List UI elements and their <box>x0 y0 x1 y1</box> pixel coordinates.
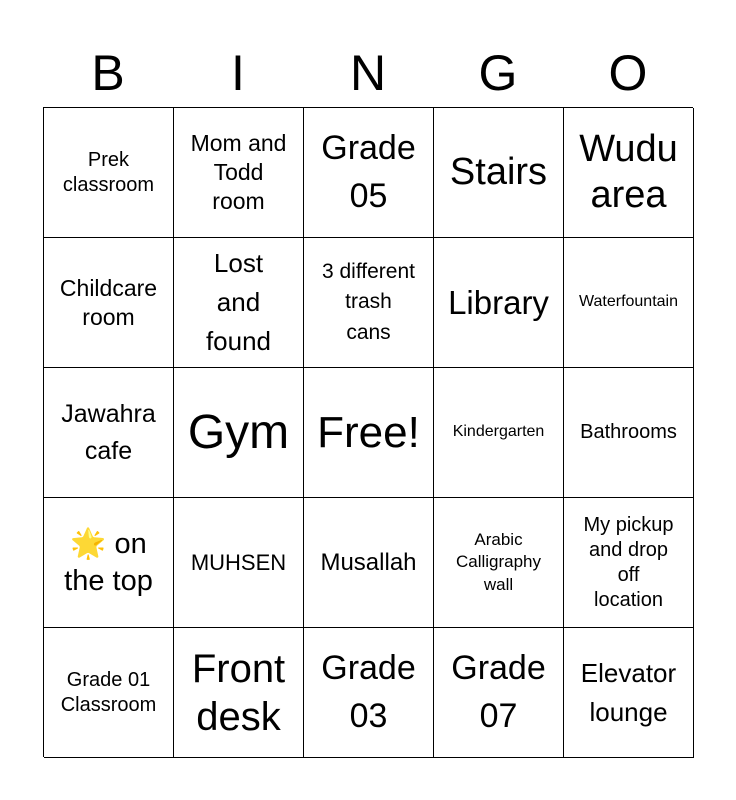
header-letter-g: G <box>478 45 518 101</box>
cell-label: Grade 01 Classroom <box>60 668 157 716</box>
header-letter-n: N <box>349 45 387 101</box>
bingo-cell-r5-c3[interactable] <box>304 628 434 758</box>
bingo-cell-r2-c2[interactable] <box>174 238 304 368</box>
cell-label: Prek classroom <box>62 148 155 196</box>
cell-label: Library <box>448 283 549 321</box>
header-letter-i: I <box>231 45 245 101</box>
bingo-cell-r1-c1[interactable] <box>44 108 174 238</box>
cell-label: Wudu area <box>579 127 678 216</box>
bingo-cell-r3-c3[interactable] <box>304 368 434 498</box>
bingo-cell-r3-c5[interactable] <box>564 368 694 498</box>
cell-label: Free! <box>317 407 420 457</box>
cell-label: Grade 03 <box>321 648 416 735</box>
bingo-cell-r1-c3[interactable] <box>304 108 434 238</box>
bingo-cell-r5-c5[interactable] <box>564 628 694 758</box>
cell-label: Gym <box>187 405 290 459</box>
cell-label: Waterfountain <box>578 293 678 311</box>
bingo-cell-r1-c2[interactable] <box>174 108 304 238</box>
cell-label: Bathrooms <box>580 421 677 443</box>
cell-label: Lost and found <box>205 248 272 356</box>
bingo-cell-r1-c5[interactable] <box>564 108 694 238</box>
bingo-cell-r5-c4[interactable] <box>434 628 564 758</box>
header-letter-b: B <box>91 45 125 101</box>
cell-label: MUHSEN <box>190 550 287 575</box>
cell-label: 3 different trash cans <box>321 259 415 344</box>
bingo-cell-r3-c1[interactable] <box>44 368 174 498</box>
cell-label: Mom and Todd room <box>190 130 287 214</box>
bingo-cell-r4-c5[interactable] <box>564 498 694 628</box>
cell-label: Grade 07 <box>451 648 546 735</box>
cell-label: Stairs <box>449 150 548 193</box>
bingo-cell-r4-c2[interactable] <box>174 498 304 628</box>
header-letter-o: O <box>608 45 648 101</box>
cell-label: Childcare room <box>59 274 158 330</box>
cell-label: 🌟 on the top <box>64 528 153 597</box>
bingo-cell-r5-c1[interactable] <box>44 628 174 758</box>
cell-label: My pickup and drop off location <box>583 513 674 611</box>
bingo-cell-r2-c4[interactable] <box>434 238 564 368</box>
cell-label: Musallah <box>320 548 417 576</box>
bingo-cell-r4-c3[interactable] <box>304 498 434 628</box>
cell-label: Grade 05 <box>321 128 416 215</box>
bingo-cell-r3-c4[interactable] <box>434 368 564 498</box>
bingo-cell-r5-c2[interactable] <box>174 628 304 758</box>
bingo-cell-r2-c1[interactable] <box>44 238 174 368</box>
cell-label: Jawahra cafe <box>61 400 156 465</box>
cell-label: Kindergarten <box>452 423 545 441</box>
cell-label: Arabic Calligraphy wall <box>455 530 542 594</box>
cell-label: Elevator lounge <box>580 657 677 727</box>
bingo-cell-r4-c4[interactable] <box>434 498 564 628</box>
cell-label: Front desk <box>191 646 286 739</box>
bingo-cell-r4-c1[interactable] <box>44 498 174 628</box>
bingo-cell-r1-c4[interactable] <box>434 108 564 238</box>
bingo-header <box>43 38 693 108</box>
bingo-board <box>43 107 693 757</box>
bingo-cell-r3-c2[interactable] <box>174 368 304 498</box>
bingo-cell-r2-c3[interactable] <box>304 238 434 368</box>
bingo-cell-r2-c5[interactable] <box>564 238 694 368</box>
